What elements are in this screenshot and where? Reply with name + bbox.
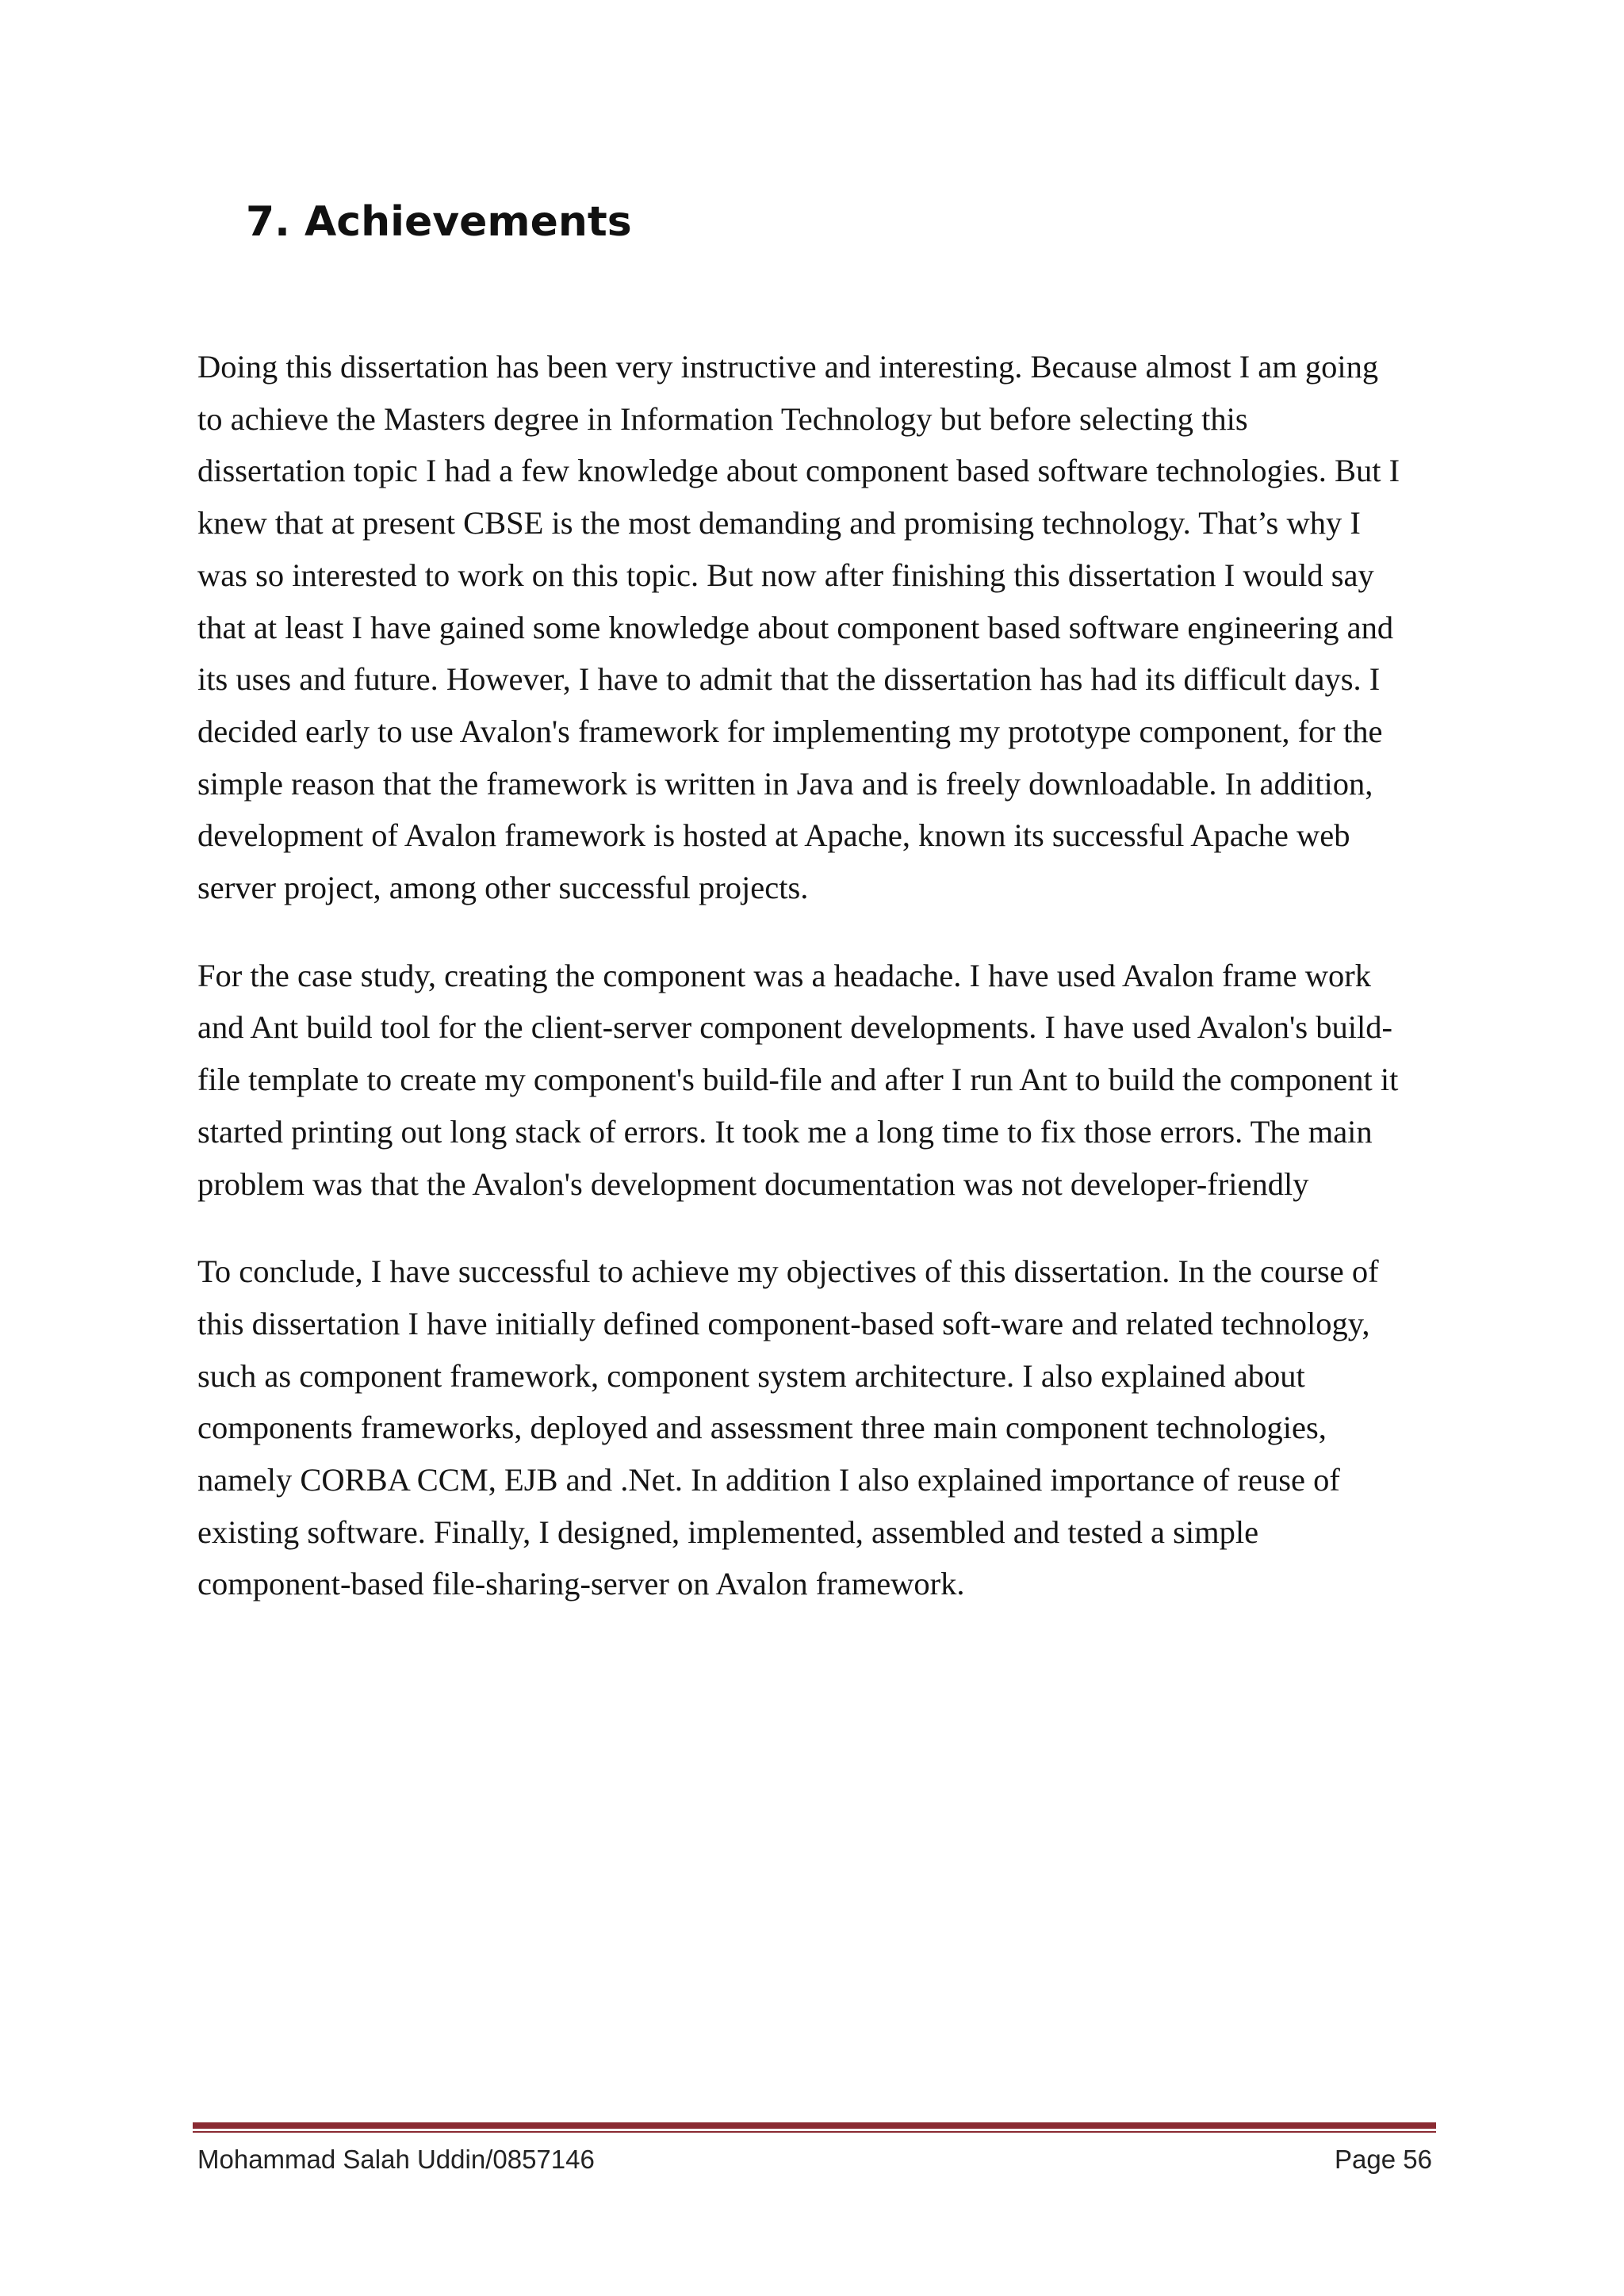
body-text — [197, 341, 1447, 1646]
text-line: was so interested to work on this topic. But now after finishing this dissertation I would say — [197, 557, 1374, 593]
text-line: dissertation topic I had a few knowledge about component based software technologies. But I — [197, 453, 1400, 489]
text-line: component-based file-sharing-server on Avalon framework. — [197, 1566, 965, 1602]
text-line: started printing out long stack of errors. It took me a long time to fix those errors. The main — [197, 1113, 1373, 1150]
text-line: simple reason that the framework is written in Java and is freely downloadable. In addition, — [197, 765, 1373, 802]
text-line: such as component framework, component system architecture. I also explained about — [197, 1357, 1305, 1394]
text-line: to achieve the Masters degree in Information Technology but before selecting this — [197, 400, 1248, 437]
text-line: components frameworks, deployed and assessment three main component technologies, — [197, 1410, 1327, 1446]
text-line: problem was that the Avalon's development documentation was not developer-friendly — [197, 1165, 1309, 1202]
text-line: To conclude, I have successful to achieve my objectives of this dissertation. In the course of — [197, 1253, 1379, 1290]
page-number: Page 56 — [1335, 2145, 1432, 2174]
text-line: file template to create my component's build-file and after I run Ant to build the component it — [197, 1062, 1399, 1098]
text-line: server project, among other successful projects. — [197, 870, 809, 906]
footer-divider-thin — [193, 2131, 1436, 2133]
text-line: its uses and future. However, I have to admit that the dissertation has had its difficult days. I — [197, 661, 1381, 698]
text-line: this dissertation I have initially defined component-based soft-ware and related technology, — [197, 1305, 1370, 1341]
footer-divider-thick — [193, 2122, 1436, 2129]
text-line: and Ant build tool for the client-server component developments. I have used Avalon's build- — [197, 1009, 1392, 1046]
text-line: namely CORBA CCM, EJB and .Net. In addition I also explained importance of reuse of — [197, 1462, 1340, 1498]
text-line: existing software. Finally, I designed, implemented, assembled and tested a simple — [197, 1513, 1259, 1550]
text-line: Doing this dissertation has been very instructive and interesting. Because almost I am going — [197, 349, 1379, 385]
section-heading: 7. Achievements — [246, 198, 632, 246]
text-line: development of Avalon framework is hosted at Apache, known its successful Apache web — [197, 817, 1350, 854]
footer-divider — [193, 2122, 1436, 2133]
paragraph-1 — [197, 341, 1447, 914]
text-line: that at least I have gained some knowledge about component based software engineering and — [197, 609, 1394, 645]
text-line: decided early to use Avalon's framework for implementing my prototype component, for the — [197, 713, 1383, 749]
text-line: For the case study, creating the component was a headache. I have used Avalon frame work — [197, 957, 1371, 993]
footer-author: Mohammad Salah Uddin/0857146 — [197, 2145, 595, 2174]
paragraph-2 — [197, 950, 1447, 1211]
paragraph-3 — [197, 1246, 1447, 1610]
text-line: knew that at present CBSE is the most demanding and promising technology. That’s why I — [197, 505, 1361, 541]
